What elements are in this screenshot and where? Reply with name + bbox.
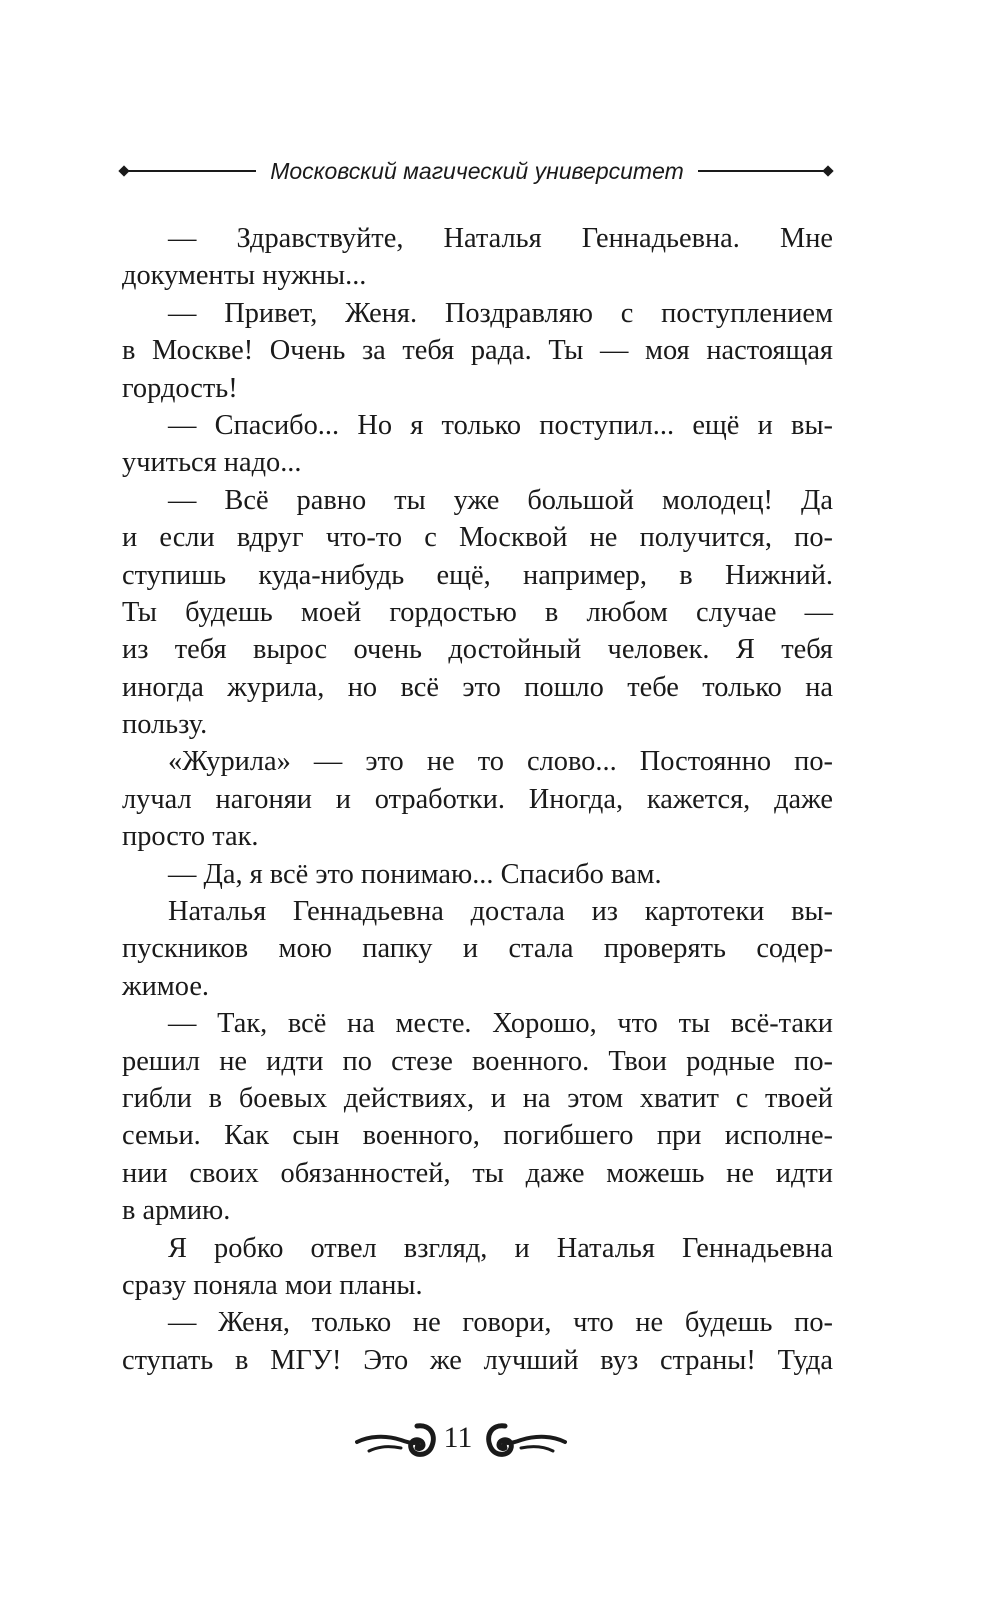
- page-number: 11: [443, 1421, 473, 1454]
- running-head: [120, 153, 833, 189]
- header-rule-left: [126, 170, 256, 172]
- running-head-title: Московский магический университет: [270, 158, 684, 184]
- text-line: в Москве! Очень за тебя рада. Ты — моя настоящая: [122, 335, 833, 367]
- text-line: нии своих обязанностей, ты даже можешь не идти: [122, 1157, 833, 1189]
- text-line: гордость!: [122, 372, 238, 404]
- text-line: учиться надо...: [122, 447, 302, 479]
- scroll-ornament-left-icon: [355, 1422, 437, 1458]
- page-footer: [340, 1410, 660, 1470]
- text-line: в армию.: [122, 1195, 231, 1227]
- text-line: пользу.: [122, 709, 208, 741]
- text-line: — Здравствуйте, Наталья Геннадьевна. Мне: [168, 223, 833, 254]
- text-line: — Всё равно ты уже большой молодец! Да: [168, 484, 833, 516]
- text-line: сразу поняла мои планы.: [122, 1269, 423, 1301]
- text-line: ступишь куда-нибудь ещё, например, в Нижний.: [122, 559, 833, 591]
- text-line: «Журила» — это не то слово... Постоянно по-: [168, 746, 833, 778]
- body-text: [122, 220, 833, 1379]
- text-line: — Привет, Женя. Поздравляю с поступлением: [168, 297, 833, 329]
- text-line: документы нужны...: [122, 260, 367, 292]
- text-line: семьи. Как сын военного, погибшего при исполне-: [122, 1120, 833, 1152]
- text-line: жимое.: [122, 970, 210, 1002]
- text-line: Наталья Геннадьевна достала из картотеки вы-: [168, 896, 833, 928]
- scroll-ornament-right-icon: [485, 1422, 567, 1458]
- text-line: из тебя вырос очень достойный человек. Я тебя: [122, 634, 833, 666]
- text-line: пускников мою папку и стала проверять содер-: [122, 933, 833, 965]
- text-line: иногда журила, но всё это пошло тебе только на: [122, 671, 833, 703]
- text-line: Я робко отвел взгляд, и Наталья Геннадьевна: [168, 1232, 833, 1264]
- text-line: просто так.: [122, 821, 259, 853]
- text-line: — Спасибо... Но я только поступил... ещё и вы-: [168, 409, 833, 441]
- text-line: решил не идти по стезе военного. Твои родные по-: [122, 1045, 833, 1077]
- text-line: гибли в боевых действиях, и на этом хватит с твоей: [122, 1082, 833, 1114]
- text-line: — Женя, только не говори, что не будешь по-: [168, 1307, 833, 1339]
- text-line: лучал нагоняи и отработки. Иногда, кажется, даже: [122, 783, 833, 815]
- text-line: Ты будешь моей гордостью в любом случае —: [122, 596, 833, 628]
- text-line: — Да, я всё это понимаю... Спасибо вам.: [168, 858, 662, 890]
- diamond-ornament-icon: [822, 165, 833, 176]
- text-line: — Так, всё на месте. Хорошо, что ты всё-таки: [168, 1008, 833, 1040]
- text-line: и если вдруг что-то с Москвой не получится, по-: [122, 522, 833, 554]
- text-line: ступать в МГУ! Это же лучший вуз страны! Туда: [122, 1344, 833, 1376]
- header-rule-right: [698, 170, 826, 172]
